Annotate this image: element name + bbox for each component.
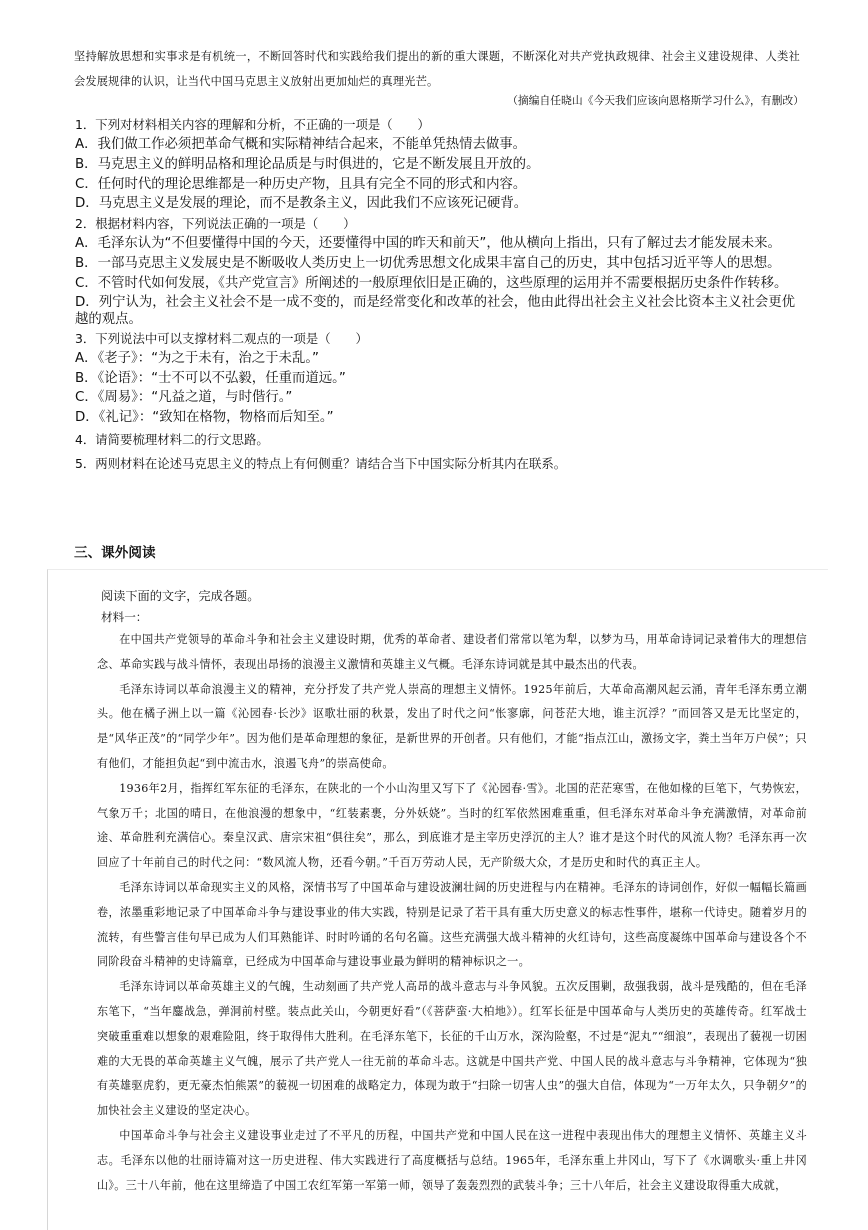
question-4-stem: 4．请简要梳理材料二的行文思路。 — [75, 431, 269, 447]
reading-paragraph: 1936年2月，指挥红军东征的毛泽东，在陕北的一个小山沟里又写下了《沁园春·雪》。北国的茫茫寒雪，在他如椽的巨笔下，气势恢宏，气象万千；北国的晴日，在他浪漫的想象中，“红装素裹，分外妖娆”。当时的红军依然困难重重，但毛泽东对革命斗争充满激情，对革命前途、革命胜利充满信心。秦皇汉武、唐宗宋祖“俱往矣”，那么，到底谁才是主宰历史浮沉的主人？谁才是这个时代的风流人物？毛泽东再一次回应了十年前自己的时代之问：“数风流人物，还看今朝。”千百万劳动人民，无产阶级大众，才是历史和时代的真正主人。 — [97, 781, 807, 870]
passage-paragraph: 坚持解放思想和实事求是有机统一，不断回答时代和实践给我们提出的新的重大课题，不断深化对共产党执政规律、社会主义建设规律、人类社会发展规律的认识，让当代中国马克思主义放射出更加灿烂的真理光芒。 — [74, 50, 800, 88]
question-3-stem: 3．下列说法中可以支撑材料二观点的一项是（ ） — [75, 330, 368, 346]
question-2-option-d: D．列宁认为，社会主义社会不是一成不变的，而是经常变化和改革的社会，他由此得出社会主义社会比资本主义社会更优越的观点。 — [75, 294, 796, 328]
reading-paragraph: 毛泽东诗词以革命现实主义的风格，深情书写了中国革命与建设波澜壮阔的历史进程与内在精神。毛泽东的诗词创作，好似一幅幅长篇画卷，浓墨重彩地记录了中国革命斗争与建设事业的伟大实践，特别是记录了若干具有重大历史意义的标志性事件，堪称一代诗史。随着岁月的流转，有些警言佳句早已成为人们耳熟能详、时时吟诵的名句名篇。这些充满强大战斗精神的火红诗句，这些高度凝练中国革命与建设各个不同阶段奋斗精神的史诗篇章，已经成为中国革命与建设事业最为鲜明的精神标识之一。 — [97, 880, 807, 969]
question-3-option-a: A．《老子》：“为之于未有，治之于未乱。” — [75, 350, 319, 366]
question-5-stem: 5．两则材料在论述马克思主义的特点上有何侧重？请结合当下中国实际分析其内在联系。 — [75, 455, 567, 471]
passage-source: （摘编自任晓山《今天我们应该向恩格斯学习什么》，有删改） — [507, 94, 804, 107]
question-3-option-d: D．《礼记》：“致知在格物，物格而后知至。” — [75, 410, 334, 426]
question-1-option-a: A．我们做工作必须把革命气概和实际精神结合起来，不能单凭热情去做事。 — [75, 137, 527, 152]
question-2-option-a: A．毛泽东认为“不但要懂得中国的今天，还要懂得中国的昨天和前天”，他从横向上指出，只有了解过去才能发展未来。 — [75, 236, 781, 252]
reading-paragraph: 中国革命斗争与社会主义建设事业走过了不平凡的历程，中国共产党和中国人民在这一进程中表现出伟大的理想主义情怀、英雄主义斗志。毛泽东以他的壮丽诗篇对这一历史进程、伟大实践进行了高度概括与总结。1965年，毛泽东重上井冈山，写下了《水调歌头·重上井冈山》。三十八年前，他在这里缔造了中国工农红军第一军第一师，领导了轰轰烈烈的武装斗争；三十八年后，社会主义建设取得重大成就， — [97, 1128, 807, 1192]
question-2-option-b: B．一部马克思主义发展史是不断吸收人类历史上一切优秀思想文化成果丰富自己的历史，其中包括习近平等人的思想。 — [75, 255, 781, 271]
question-2-stem: 2．根据材料内容，下列说法正确的一项是（ ） — [75, 216, 356, 232]
question-1-option-b: B．马克思主义的鲜明品格和理论品质是与时俱进的，它是不断发展且开放的。 — [75, 156, 540, 172]
reading-content — [97, 586, 807, 1198]
section-title: 三、课外阅读 — [74, 545, 156, 561]
question-list — [75, 115, 803, 474]
reading-paragraph: 毛泽东诗词以革命浪漫主义的精神，充分抒发了共产党人崇高的理想主义情怀。1925年前后，大革命高潮风起云涌，青年毛泽东勇立潮头。他在橘子洲上以一篇《沁园春·长沙》讴歌壮丽的秋景，发出了时代之问“怅寥廓，问苍茫大地，谁主沉浮？”而回答又是无比坚定的，是“风华正茂”的“同学少年”。因为他们是革命理想的象征，是新世界的开创者。只有他们，才能“指点江山，激扬文字，粪土当年万户侯”；只有他们，才能担负起“到中流击水，浪遏飞舟”的崇高使命。 — [97, 682, 807, 770]
question-3-option-b: B．《论语》：“士不可以不弘毅，任重而道远。” — [75, 370, 346, 386]
question-2-option-c: C．不管时代如何发展，《共产党宣言》所阐述的一般原理依旧是正确的，这些原理的运用并不需要根据历史条件作转移。 — [75, 275, 788, 291]
question-1-option-d: D．马克思主义是发展的理论，而不是教条主义，因此我们不应该死记硬背。 — [75, 196, 528, 212]
material-label: 材料一： — [101, 610, 148, 624]
reading-paragraph: 毛泽东诗词以革命英雄主义的气魄，生动刻画了共产党人高昂的战斗意志与斗争风貌。五次反围剿，敌强我弱，战斗是残酷的，但在毛泽东笔下，“当年鏖战急，弹洞前村壁。装点此关山，今朝更好看”（《菩萨蛮·大柏地》）。红军长征是中国革命与人类历史的英雄传奇。红军战士突破重重难以想象的艰难险阻，终于取得伟大胜利。在毛泽东笔下，长征的千山万水，深沟险壑，不过是“泥丸”“细浪”，表现出了藐视一切困难的大无畏的革命英雄主义气魄，展示了共产党人一往无前的革命斗志。这就是中国共产党、中国人民的战斗意志与斗争精神，它体现为“独有英雄驱虎豹，更无豪杰怕熊罴”的藐视一切困难的战略定力，体现为敢于“扫除一切害人虫”的强大自信，体现为“一万年太久，只争朝夕”的加快社会主义建设的坚定决心。 — [97, 980, 807, 1118]
question-1-option-c: C．任何时代的理论思维都是一种历史产物，且具有完全不同的形式和内容。 — [75, 176, 527, 192]
reading-box — [47, 569, 828, 1230]
reading-paragraph: 在中国共产党领导的革命斗争和社会主义建设时期，优秀的革命者、建设者们常常以笔为犁，以梦为马，用革命诗词记录着伟大的理想信念、革命实践与战斗情怀，表现出昂扬的浪漫主义激情和英雄主义气概。毛泽东诗词就是其中最杰出的代表。 — [97, 633, 807, 671]
question-1-stem: 1．下列对材料相关内容的理解和分析，不正确的一项是（ ） — [75, 117, 430, 132]
question-3-option-c: C．《周易》：“凡益之道，与时偕行。” — [75, 390, 293, 406]
top-passage — [74, 44, 800, 94]
reading-instructions: 阅读下面的文字，完成各题。 — [101, 589, 260, 603]
